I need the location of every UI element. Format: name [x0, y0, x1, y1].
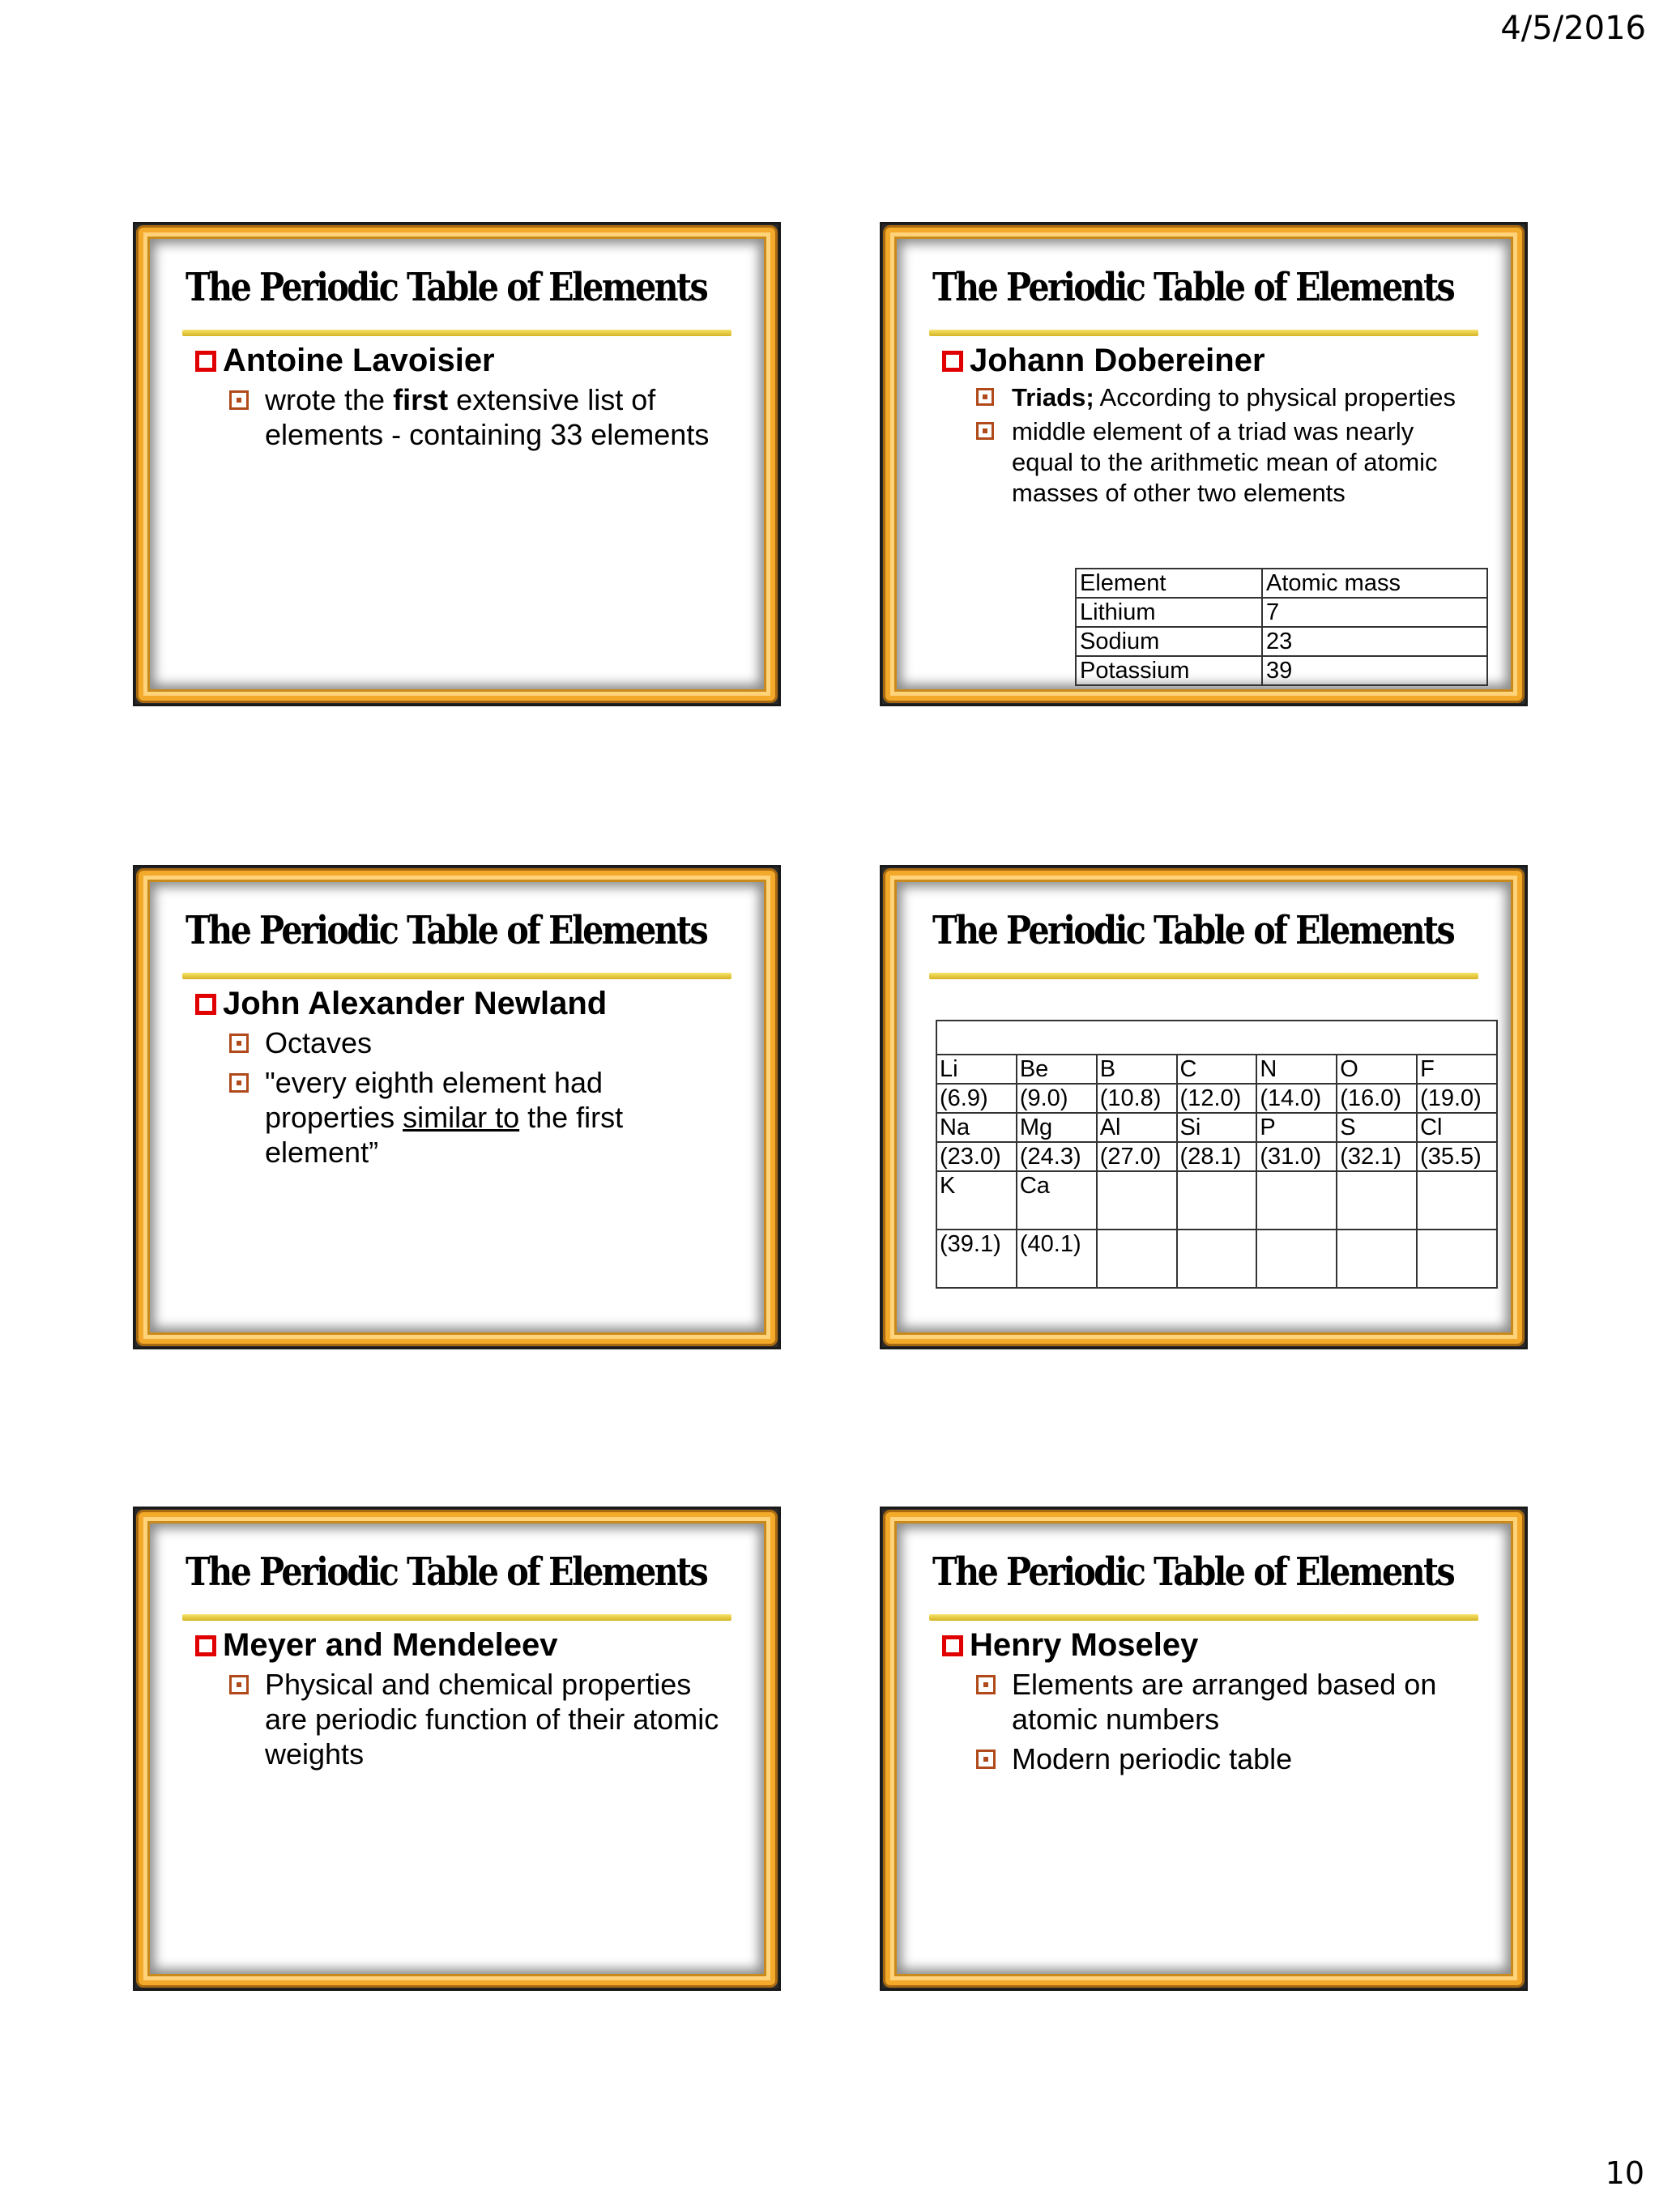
table-cell	[1417, 1171, 1497, 1230]
boxed-dot-bullet-icon	[976, 1675, 996, 1694]
table-cell: P	[1256, 1113, 1337, 1142]
sub-bullet	[229, 382, 735, 452]
boxed-dot-bullet-icon	[229, 1073, 249, 1093]
boxed-dot-bullet-icon	[229, 1034, 249, 1053]
slide-content	[942, 1627, 1482, 1781]
table-row	[936, 1021, 1497, 1055]
heading	[195, 986, 735, 1022]
table-row	[1076, 656, 1487, 685]
slide-content	[195, 343, 735, 457]
table-cell: (39.1)	[936, 1230, 1017, 1288]
table-cell	[1097, 1171, 1177, 1230]
table-row	[1076, 627, 1487, 656]
table-cell: (32.1)	[1337, 1142, 1417, 1171]
table-cell	[1177, 1171, 1257, 1230]
table-cell: (14.0)	[1256, 1084, 1337, 1113]
heading-text: Meyer and Mendeleev	[223, 1627, 558, 1663]
table-cell: (31.0)	[1256, 1142, 1337, 1171]
table-cell	[1337, 1230, 1417, 1288]
slide-meyer-mendeleev	[133, 1507, 781, 1991]
slide-octaves-table	[880, 865, 1528, 1349]
bullet-text: wrote the	[265, 383, 394, 416]
heading-text: Henry Moseley	[970, 1627, 1199, 1663]
sub-bullet	[229, 1667, 735, 1771]
table-cell: (19.0)	[1417, 1084, 1497, 1113]
bullet-bold-text: first	[393, 383, 449, 416]
square-bullet-icon	[942, 1635, 963, 1656]
table-cell: (6.9)	[936, 1084, 1017, 1113]
sub-bullet	[976, 1667, 1482, 1737]
table-row	[936, 1113, 1497, 1142]
slide-title: The Periodic Table of Elements	[932, 1549, 1454, 1595]
title-rule	[929, 973, 1478, 979]
slide-moseley	[880, 1507, 1528, 1991]
table-cell: S	[1337, 1113, 1417, 1142]
bullet-text: "every eighth element had properties	[265, 1066, 603, 1134]
square-bullet-icon	[195, 351, 216, 372]
table-row	[936, 1230, 1497, 1288]
slide-content	[195, 1627, 735, 1776]
sub-bullet-list	[942, 1667, 1482, 1776]
table-cell: Potassium	[1076, 656, 1262, 685]
table-cell: Al	[1097, 1113, 1177, 1142]
sub-bullet-list	[195, 1025, 735, 1170]
title-rule	[929, 330, 1478, 336]
slide-title: The Periodic Table of Elements	[186, 265, 707, 310]
slide-newland	[133, 865, 781, 1349]
heading	[942, 343, 1482, 379]
bullet-text: Modern periodic table	[1012, 1742, 1293, 1775]
table-cell: (40.1)	[1017, 1230, 1097, 1288]
title-rule	[929, 1614, 1478, 1621]
table-cell: O	[1337, 1055, 1417, 1084]
table-cell: (23.0)	[936, 1142, 1017, 1171]
bullet-text: Elements are arranged based on atomic numbers	[1012, 1668, 1437, 1736]
sub-bullet	[229, 1065, 735, 1170]
table-cell: 39	[1262, 656, 1487, 685]
boxed-dot-bullet-icon	[229, 1675, 249, 1694]
page-number: 10	[1605, 2155, 1644, 2191]
page-date: 4/5/2016	[1500, 10, 1646, 47]
boxed-dot-bullet-icon	[976, 388, 994, 406]
bullet-text: the first element”	[265, 1101, 624, 1169]
table-cell: C	[1177, 1055, 1257, 1084]
table-row	[936, 1055, 1497, 1084]
table-cell: Li	[936, 1055, 1017, 1084]
table-cell	[1256, 1171, 1337, 1230]
table-cell	[1097, 1230, 1177, 1288]
slide-title: The Periodic Table of Elements	[186, 1549, 707, 1595]
table-cell: (35.5)	[1417, 1142, 1497, 1171]
bullet-text: Physical and chemical properties are periodic function of their atomic weights	[265, 1668, 719, 1771]
table-cell: (9.0)	[1017, 1084, 1097, 1113]
slide-body	[897, 239, 1511, 689]
slide-body	[150, 882, 764, 1332]
table-cell: 23	[1262, 627, 1487, 656]
heading	[942, 1627, 1482, 1664]
bullet-text: middle element of a triad was nearly equal to the arithmetic mean of atomic masses of other two elements	[1012, 417, 1438, 507]
table-cell: Sodium	[1076, 627, 1262, 656]
sub-bullet	[976, 416, 1482, 509]
table-cell: F	[1417, 1055, 1497, 1084]
sub-bullet	[976, 1741, 1482, 1776]
table-cell: (24.3)	[1017, 1142, 1097, 1171]
table-header-row	[1076, 569, 1487, 598]
table-row	[1076, 598, 1487, 627]
table-cell: Ca	[1017, 1171, 1097, 1230]
heading-text: Johann Dobereiner	[970, 343, 1265, 378]
table-cell: Na	[936, 1113, 1017, 1142]
square-bullet-icon	[195, 1635, 216, 1656]
table-cell: Lithium	[1076, 598, 1262, 627]
slide-title: The Periodic Table of Elements	[932, 908, 1454, 953]
sub-bullet-list	[942, 382, 1482, 509]
heading-text: John Alexander Newland	[223, 986, 608, 1021]
table-row	[936, 1084, 1497, 1113]
table-cell	[1337, 1171, 1417, 1230]
slide-dobereiner	[880, 222, 1528, 706]
boxed-dot-bullet-icon	[976, 422, 994, 440]
sub-bullet	[229, 1025, 735, 1060]
table-cell: N	[1256, 1055, 1337, 1084]
title-rule	[182, 1614, 731, 1621]
title-rule	[182, 330, 731, 336]
table-header-cell: Element	[1076, 569, 1262, 598]
table-cell: (12.0)	[1177, 1084, 1257, 1113]
table-cell: Be	[1017, 1055, 1097, 1084]
bullet-bold-text: Triads;	[1012, 383, 1094, 411]
table-cell: (27.0)	[1097, 1142, 1177, 1171]
boxed-dot-bullet-icon	[229, 390, 249, 410]
bullet-text: According to physical properties	[1094, 383, 1456, 411]
octaves-table	[936, 1020, 1498, 1289]
table-cell: (10.8)	[1097, 1084, 1177, 1113]
bullet-text: extensive list of elements - containing 33 elements	[265, 383, 710, 451]
sub-bullet-list	[195, 1667, 735, 1771]
table-cell: Cl	[1417, 1113, 1497, 1142]
slide-lavoisier	[133, 222, 781, 706]
table-row	[936, 1171, 1497, 1230]
table-cell: Si	[1177, 1113, 1257, 1142]
boxed-dot-bullet-icon	[976, 1750, 996, 1769]
table-cell: (28.1)	[1177, 1142, 1257, 1171]
heading	[195, 343, 735, 379]
table-cell: K	[936, 1171, 1017, 1230]
title-rule	[182, 973, 731, 979]
table-cell: 7	[1262, 598, 1487, 627]
table-cell	[936, 1021, 1497, 1055]
slide-body	[150, 1524, 764, 1974]
slide-body	[897, 1524, 1511, 1974]
table-cell	[1256, 1230, 1337, 1288]
sub-bullet-list	[195, 382, 735, 452]
square-bullet-icon	[942, 351, 963, 372]
table-cell	[1417, 1230, 1497, 1288]
table-cell: Mg	[1017, 1113, 1097, 1142]
table-cell: B	[1097, 1055, 1177, 1084]
slide-title: The Periodic Table of Elements	[932, 265, 1454, 310]
bullet-text: Octaves	[265, 1026, 373, 1059]
table-cell: (16.0)	[1337, 1084, 1417, 1113]
slide-content	[942, 343, 1482, 512]
heading-text: Antoine Lavoisier	[223, 343, 495, 378]
heading	[195, 1627, 735, 1664]
table-cell	[1177, 1230, 1257, 1288]
slide-body	[897, 882, 1511, 1332]
slide-content	[195, 986, 735, 1174]
atomic-mass-table	[1075, 568, 1488, 686]
sub-bullet	[976, 382, 1482, 413]
table-row	[936, 1142, 1497, 1171]
slide-title: The Periodic Table of Elements	[186, 908, 707, 953]
slide-body	[150, 239, 764, 689]
square-bullet-icon	[195, 994, 216, 1015]
bullet-underlined-text: similar to	[403, 1101, 520, 1134]
table-header-cell: Atomic mass	[1262, 569, 1487, 598]
